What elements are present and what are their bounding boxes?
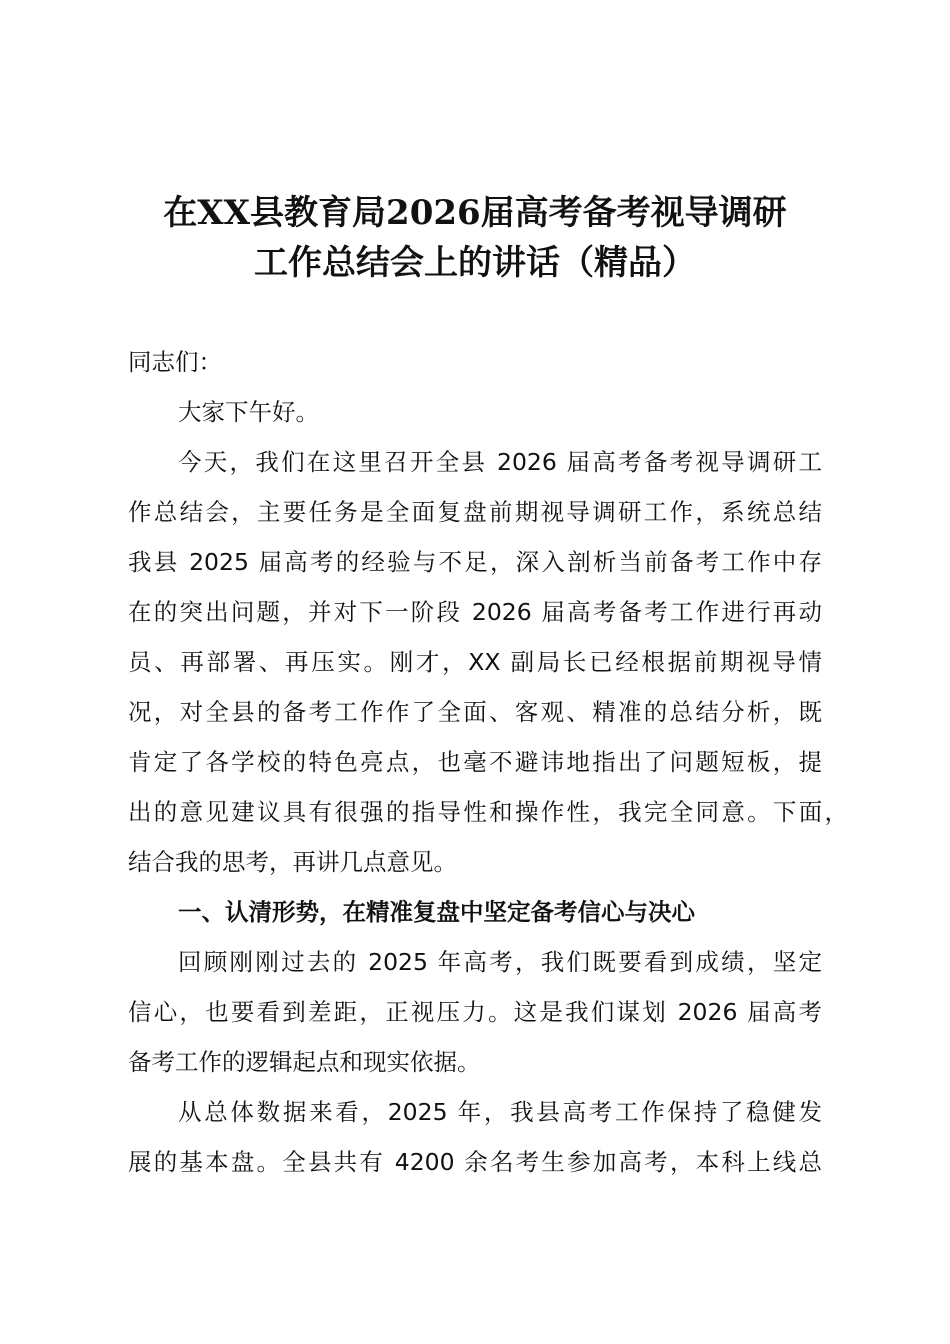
paragraph-line: 况，对全县的备考工作作了全面、客观、精准的总结分析，既	[128, 698, 822, 726]
paragraph-line: 从总体数据来看，2025 年，我县高考工作保持了稳健发	[178, 1098, 822, 1126]
paragraph-line: 作总结会，主要任务是全面复盘前期视导调研工作，系统总结	[128, 498, 822, 526]
paragraph-line: 结合我的思考，再讲几点意见。	[128, 848, 457, 876]
paragraph-line: 员、再部署、再压实。刚才，XX 副局长已经根据前期视导情	[128, 648, 822, 676]
document-title-line-2: 工作总结会上的讲话（精品）	[254, 243, 696, 283]
paragraph-line: 备考工作的逻辑起点和现实依据。	[128, 1048, 481, 1076]
paragraph-line: 肯定了各学校的特色亮点，也毫不避讳地指出了问题短板，提	[128, 748, 822, 776]
greeting: 大家下午好。	[178, 398, 319, 426]
paragraph-line: 信心，也要看到差距，正视压力。这是我们谋划 2026 届高考	[128, 998, 822, 1026]
paragraph-line: 今天，我们在这里召开全县 2026 届高考备考视导调研工	[178, 448, 822, 476]
paragraph-line: 回顾刚刚过去的 2025 年高考，我们既要看到成绩，坚定	[178, 948, 822, 976]
paragraph-line: 我县 2025 届高考的经验与不足，深入剖析当前备考工作中存	[128, 548, 822, 576]
paragraph-line: 展的基本盘。全县共有 4200 余名考生参加高考，本科上线总	[128, 1148, 822, 1176]
salutation: 同志们：	[128, 348, 222, 376]
paragraph-line: 出的意见建议具有很强的指导性和操作性，我完全同意。下面，	[128, 798, 848, 826]
document-title-line-1: 在XX县教育局2026届高考备考视导调研	[163, 193, 787, 233]
paragraph-line: 在的突出问题，并对下一阶段 2026 届高考备考工作进行再动	[128, 598, 822, 626]
section-heading-1: 一、认清形势，在精准复盘中坚定备考信心与决心	[178, 898, 695, 926]
